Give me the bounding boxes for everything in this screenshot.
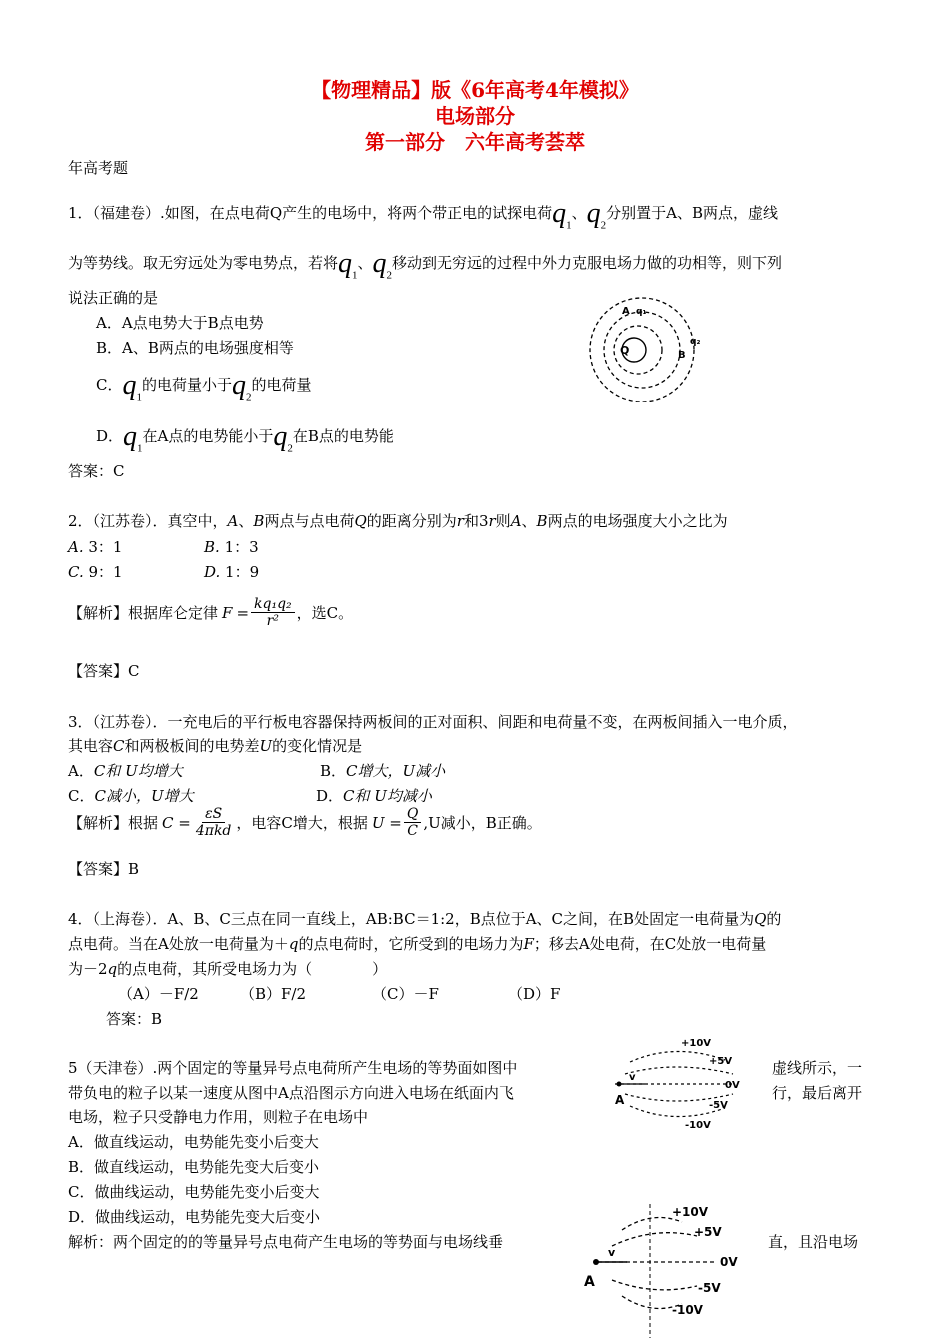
q3-option-c: C．C减小，U增大 xyxy=(68,787,194,805)
q3-option-a: A．C和 U均增大 xyxy=(68,762,183,780)
q1-fig-label-b: B xyxy=(678,350,686,361)
q2-option-d: D. 1：9 xyxy=(204,563,260,581)
doc-subtitle: 电场部分 xyxy=(435,104,515,128)
q2-answer: 【答案】C xyxy=(68,662,140,680)
q3-option-b: B．C增大，U减小 xyxy=(320,762,446,780)
q1-figure-equipotential-circles xyxy=(580,292,710,402)
q5-fig1-label-m10: -10V xyxy=(685,1120,711,1131)
q3-option-d: D．C和 U均减小 xyxy=(316,787,432,805)
q5-option-c: C．做曲线运动，电势能先变小后变大 xyxy=(68,1183,320,1201)
q4-stem-line3: 为－2q的点电荷，其所受电场力为（ ） xyxy=(68,960,388,978)
q5-option-a: A．做直线运动，电势能先变小后变大 xyxy=(68,1133,319,1151)
q5-fig2-label-a: A xyxy=(584,1274,595,1290)
q4-stem-line1: 4．（上海卷）．A、B、C三点在同一直线上，AB:BC＝1:2，B点位于A、C之间，在B处固定一电荷量为Q的 xyxy=(68,910,782,928)
q5-fig2-label-p5: +5V xyxy=(694,1225,722,1239)
q4-option-b: （B）F/2 xyxy=(240,985,307,1003)
q5-fig1-label-p5: +5V xyxy=(709,1056,733,1067)
q3-voltage-fraction: $\frac{Q}{C}$ xyxy=(404,806,421,839)
q4-option-c: （C）－F xyxy=(372,985,439,1003)
q2-analysis: 【解析】根据库仑定律 F = $\frac{\text{kq₁q₂}}{\text{r²}}$ ，选C。 xyxy=(68,596,354,629)
q2-stem: 2．（江苏卷）．真空中，A、B两点与点电荷Q的距离分别为r和3r则A、B两点的电场强度大小之比为 xyxy=(68,512,728,530)
q5-stem-line3: 电场，粒子只受静电力作用，则粒子在电场中 xyxy=(68,1108,369,1126)
q2-option-c: C. 9：1 xyxy=(68,563,123,581)
q2-coulomb-fraction: $\frac{\text{kq₁q₂}}{\text{r²}}$ xyxy=(251,596,295,629)
q5-figure-equipotential-small xyxy=(605,1032,765,1144)
q5-fig2-label-p10: +10V xyxy=(672,1205,709,1219)
q1-option-c: C．$q_1$的电荷量小于$q_2$的电荷量 xyxy=(96,370,312,404)
q5-fig1-label-a: A xyxy=(615,1093,625,1107)
q1-answer: 答案：C xyxy=(68,462,125,480)
q5-fig2-label-v: v xyxy=(608,1246,616,1259)
q1-fig-label-q1: q₁ xyxy=(636,307,647,317)
q5-analysis-a: 解析：两个固定的的等量异号点电荷产生电场的等势面与电场线垂 xyxy=(68,1233,504,1251)
q1-stem-line1: 1．（福建卷）.如图，在点电荷Q产生的电场中，将两个带正电的试探电荷$q_1$、$q_2$分别置于A、B两点，虚线 xyxy=(68,198,778,232)
q4-answer: 答案：B xyxy=(106,1010,163,1028)
q4-stem-line2: 点电荷。当在A处放一电荷量为＋q的点电荷时，它所受到的电场力为F；移去A处电荷，在C处放一电荷量 xyxy=(68,935,767,953)
q5-stem-line2a: 带负电的粒子以某一速度从图中A点沿图示方向进入电场在纸面内飞 xyxy=(68,1084,514,1102)
q3-stem-line1: 3．（江苏卷）．一充电后的平行板电容器保持两板间的正对面积、间距和电荷量不变，在两板间插入一电介质， xyxy=(68,713,798,731)
doc-title: 【物理精品】版《6年高考4年模拟》 xyxy=(311,78,639,102)
q5-fig1-label-0: 0V xyxy=(725,1080,740,1091)
q2-option-b: B. 1：3 xyxy=(204,538,259,556)
doc-part-title: 第一部分 六年高考荟萃 xyxy=(365,130,585,154)
q1-option-d: D．$q_1$在A点的电势能小于$q_2$在B点的电势能 xyxy=(96,421,394,455)
q5-stem-line2b: 行，最后离开 xyxy=(772,1084,863,1102)
q2-option-a: A. 3：1 xyxy=(68,538,123,556)
q1-stem-line2: 为等势线。取无穷远处为零电势点，若将$q_1$、$q_2$移动到无穷远的过程中外力克服电场力做的功相等，则下列 xyxy=(68,248,783,282)
q4-option-d: （D）F xyxy=(508,985,561,1003)
q3-analysis: 【解析】根据 C = $\frac{\varepsilon S}{\text{4πkd}}$ ，电容C增大，根据 U = $\frac{Q}{C}$ ,U减小，B正确。 xyxy=(68,806,542,839)
q1-fig-label-q: Q xyxy=(620,344,630,357)
q5-fig1-label-v: v xyxy=(629,1072,636,1083)
q3-capacitance-fraction: $\frac{\varepsilon S}{\text{4πkd}}$ xyxy=(195,806,232,839)
q4-option-a: （A）－F/2 xyxy=(118,985,199,1003)
q5-fig2-label-0: 0V xyxy=(720,1255,738,1269)
q3-stem-line2: 其电容C和两极板间的电势差U的变化情况是 xyxy=(68,737,363,755)
q1-option-b: B．A、B两点的电场强度相等 xyxy=(96,339,294,357)
q5-option-d: D．做曲线运动，电势能先变大后变小 xyxy=(68,1208,321,1226)
q5-stem-line1a: 5（天津卷）.两个固定的等量异号点电荷所产生电场的等势面如图中 xyxy=(68,1059,518,1077)
q5-option-b: B．做直线运动，电势能先变大后变小 xyxy=(68,1158,320,1176)
q5-fig2-label-m10: -10V xyxy=(672,1303,703,1317)
q5-stem-line1b: 虚线所示，一 xyxy=(772,1059,863,1077)
q5-figure-equipotential-large xyxy=(582,1200,762,1342)
q1-option-a: A．A点电势大于B点电势 xyxy=(96,314,264,332)
q5-fig2-label-m5: -5V xyxy=(698,1281,721,1295)
q5-fig1-label-p10: +10V xyxy=(681,1038,712,1049)
section-label: 年高考题 xyxy=(68,159,129,177)
q3-answer: 【答案】B xyxy=(68,860,140,878)
q5-analysis-b: 直，且沿电场 xyxy=(768,1233,859,1251)
q1-fig-label-q2: q₂ xyxy=(690,337,701,347)
q1-stem-line3: 说法正确的是 xyxy=(68,289,159,307)
q5-fig1-label-m5: -5V xyxy=(709,1100,728,1111)
q1-fig-label-a: A xyxy=(622,306,630,317)
